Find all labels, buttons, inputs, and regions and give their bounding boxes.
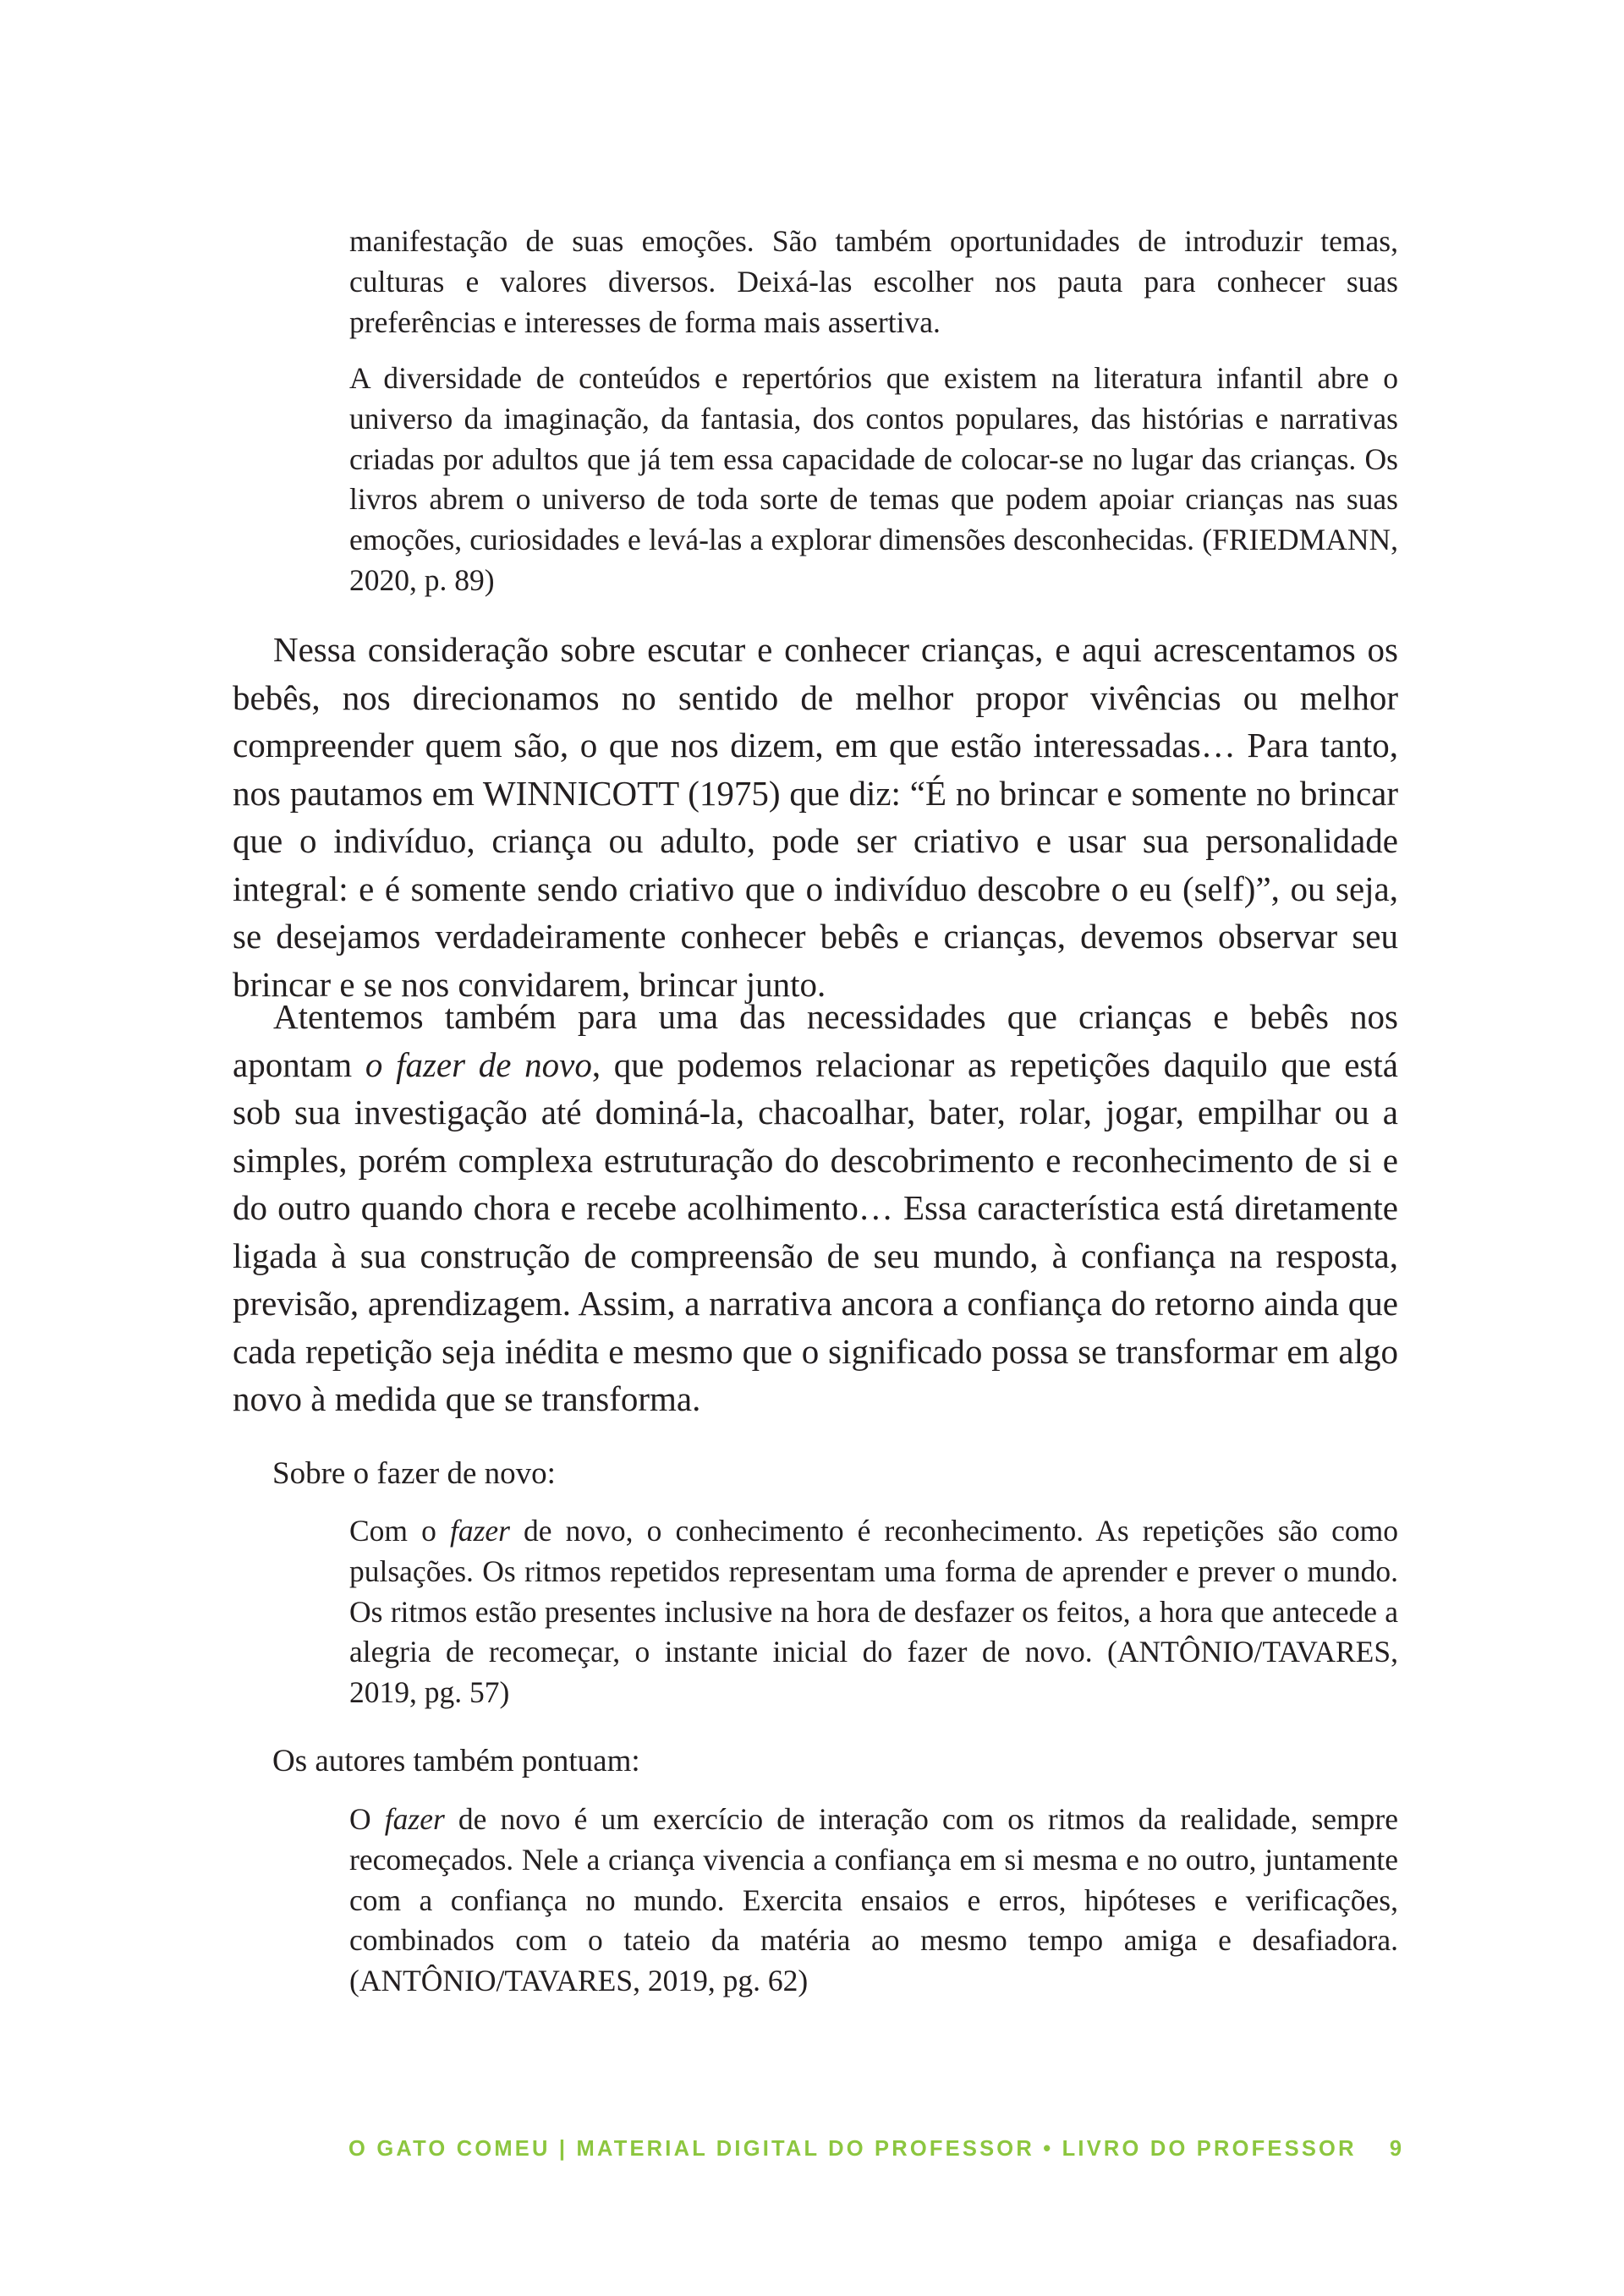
block-quote-continuation: [349, 222, 1398, 342]
quote-text: A diversidade de conteúdos e repertórios que existem na literatura infantil abre o universo da imaginação, da fantasia, dos contos populares, das histórias e narrativas criadas por adultos que já tem essa capacidade de colocar-se no lugar das crianças. Os livros abrem o universo de toda sorte de temas que podem apoiar crianças nas suas emoções, curiosidades e levá-las a explorar dimensões desconhecidas. (FRIEDMANN, 2020, p. 89): [349, 361, 1398, 597]
page-number: 9: [1389, 2137, 1402, 2161]
lead-text: Os autores também pontuam:: [272, 1744, 640, 1778]
quote-text: de novo é um exercício de interação com os ritmos da realidade, sempre recomeçados. Nele a criança vivencia a confiança em si mesma e no outro, juntamente com a confiança no mundo. Exercita ensaios e erros, hipóteses e verificações, combinados com o tateio da matéria ao mesmo tempo amiga e desafiadora. (ANTÔNIO/TAVARES, 2019, pg. 62): [349, 1802, 1398, 1998]
lead-in-line: [272, 1740, 640, 1783]
body-paragraph: [233, 626, 1398, 1008]
lead-text: Sobre o fazer de novo:: [272, 1456, 556, 1491]
quote-text: O: [349, 1802, 385, 1836]
quote-text: manifestação de suas emoções. São também oportunidades de introduzir temas, culturas e valores diversos. Deixá-las escolher nos pauta para conhecer suas preferências e interesses de forma mais assertiva.: [349, 224, 1398, 339]
quote-text: Com o: [349, 1514, 450, 1548]
block-quote-friedmann: [349, 359, 1398, 601]
paragraph-text: , que podemos relacionar as repetições daquilo que está sob sua investigação até dominá-la, chacoalhar, bater, rolar, jogar, empilhar ou a simples, porém complexa estruturação do descobrimento e reconhecimento de si e do outro quando chora e recebe acolhimento… Essa característica está diretamente ligada à sua construção de compreensão de seu mundo, à confiança na resposta, previsão, aprendizagem. Assim, a narrativa ancora a confiança do retorno ainda que cada repetição seja inédita e mesmo que o significado possa se transformar em algo novo à medida que se transforma.: [233, 1044, 1398, 1418]
lead-in-line: [272, 1453, 556, 1495]
block-quote-antonio-tavares-57: [349, 1511, 1398, 1713]
emphasis-text: o fazer de novo: [365, 1044, 592, 1084]
paragraph-text: Nessa consideração sobre escutar e conhecer crianças, e aqui acrescentamos os bebês, nos direcionamos no sentido de melhor propor vivências ou melhor compreender quem são, o que nos dizem, em que estão interessadas… Para tanto, nos pautamos em WINNICOTT (1975) que diz: “É no brincar e somente no brincar que o indivíduo, criança ou adulto, pode ser criativo e usar sua personalidade integral: e é somente sendo criativo que o indivíduo descobre o eu (self)”, ou seja, se desejamos verdadeiramente conhecer bebês e crianças, devemos observar seu brincar e se nos convidarem, brincar junto.: [233, 630, 1398, 1004]
paragraph-text: Atentemos também para uma das necessidades que crianças e bebês nos apontam: [233, 997, 1398, 1084]
footer-title: O GATO COMEU | MATERIAL DIGITAL DO PROFESSOR • LIVRO DO PROFESSOR: [348, 2137, 1357, 2161]
emphasis-text: fazer: [449, 1514, 510, 1548]
emphasis-text: fazer: [384, 1802, 445, 1836]
body-paragraph: [233, 993, 1398, 1423]
page-footer: [348, 2137, 1402, 2171]
block-quote-antonio-tavares-62: [349, 1800, 1398, 2002]
quote-text: de novo, o conhecimento é reconhecimento. As repetições são como pulsações. Os ritmos repetidos representam uma forma de aprender e prever o mundo. Os ritmos estão presentes inclusive na hora de desfazer os feitos, a hora que antecede a alegria de recomeçar, o instante inicial do fazer de novo. (ANTÔNIO/TAVARES, 2019, pg. 57): [349, 1514, 1398, 1710]
